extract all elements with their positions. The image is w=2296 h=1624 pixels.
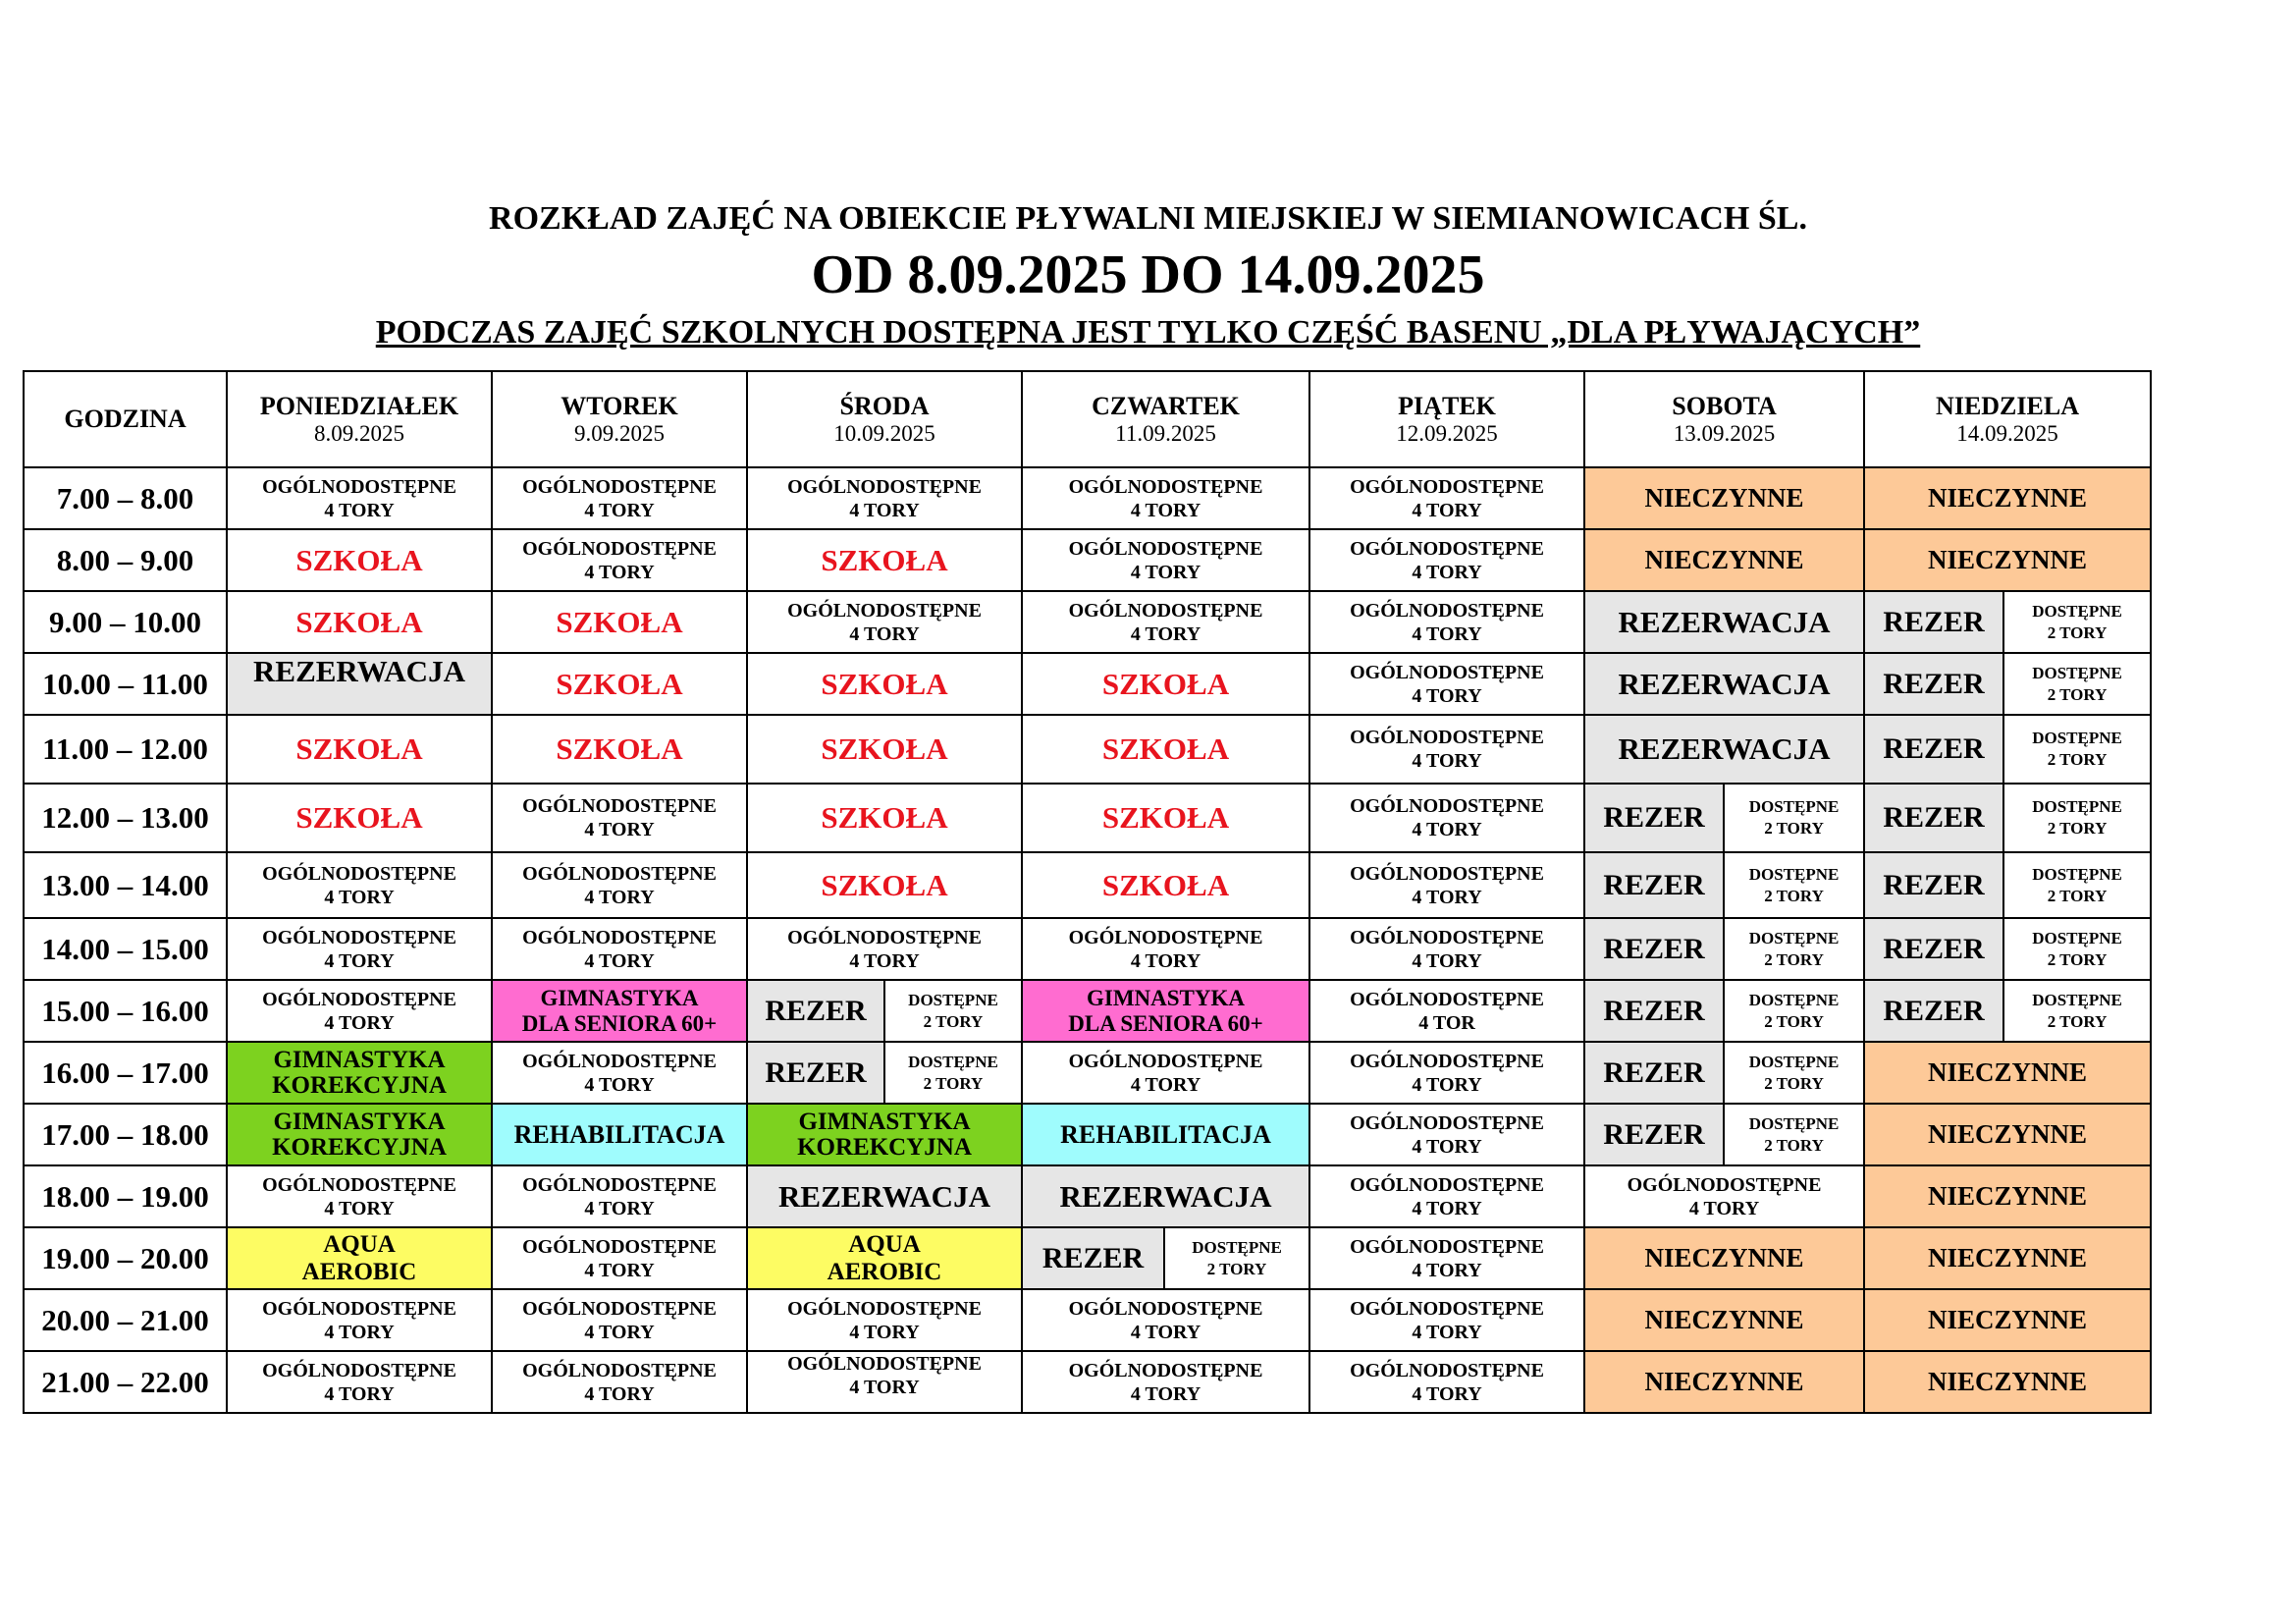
slot-cell: OGÓLNODOSTĘPNE 4 TORY <box>492 467 747 529</box>
time-cell: 8.00 – 9.00 <box>24 529 227 591</box>
slot-cell: SZKOŁA <box>1022 784 1309 852</box>
time-cell: 10.00 – 11.00 <box>24 653 227 715</box>
slot-cell: DOSTĘPNE 2 TORY <box>2003 852 2151 918</box>
day-date: 14.09.2025 <box>1956 421 2058 446</box>
slot-cell: REZER <box>1022 1227 1164 1289</box>
slot-cell: OGÓLNODOSTĘPNE 4 TORY <box>747 918 1022 980</box>
header-day <box>1864 371 2151 467</box>
table-row <box>24 918 2151 980</box>
slot-cell: REZER <box>1584 918 1724 980</box>
day-date: 10.09.2025 <box>833 421 935 446</box>
slot-cell: OGÓLNODOSTĘPNE 4 TORY <box>1022 1289 1309 1351</box>
slot-cell: OGÓLNODOSTĘPNE 4 TORY <box>227 980 492 1042</box>
slot-cell: AQUA AEROBIC <box>747 1227 1022 1289</box>
day-name: CZWARTEK <box>1092 392 1240 420</box>
slot-cell: SZKOŁA <box>227 529 492 591</box>
header-day <box>1584 371 1864 467</box>
slot-cell: SZKOŁA <box>1022 852 1309 918</box>
slot-cell: SZKOŁA <box>492 653 747 715</box>
slot-cell: DOSTĘPNE 2 TORY <box>1724 918 1864 980</box>
slot-cell: OGÓLNODOSTĘPNE 4 TORY <box>492 1042 747 1104</box>
header-day <box>1309 371 1584 467</box>
day-name: ŚRODA <box>839 392 930 420</box>
slot-cell: OGÓLNODOSTĘPNE 4 TORY <box>227 918 492 980</box>
slot-cell: OGÓLNODOSTĘPNE 4 TORY <box>747 467 1022 529</box>
slot-cell: DOSTĘPNE 2 TORY <box>884 1042 1022 1104</box>
header-day <box>227 371 492 467</box>
schedule-table <box>23 370 2152 1414</box>
slot-cell: SZKOŁA <box>492 715 747 784</box>
slot-cell: DOSTĘPNE 2 TORY <box>1724 1042 1864 1104</box>
slot-cell: REHABILITACJA <box>1022 1104 1309 1165</box>
time-cell: 16.00 – 17.00 <box>24 1042 227 1104</box>
time-cell: 17.00 – 18.00 <box>24 1104 227 1165</box>
slot-cell: OGÓLNODOSTĘPNE 4 TORY <box>747 1289 1022 1351</box>
header-hour-label: GODZINA <box>64 405 187 433</box>
slot-cell: DOSTĘPNE 2 TORY <box>884 980 1022 1042</box>
slot-cell: REZER <box>1864 784 2003 852</box>
header-day <box>1022 371 1309 467</box>
slot-cell: GIMNASTYKA KOREKCYJNA <box>227 1104 492 1165</box>
slot-cell: NIECZYNNE <box>1864 467 2151 529</box>
slot-cell: DOSTĘPNE 2 TORY <box>2003 715 2151 784</box>
slot-cell: SZKOŁA <box>747 852 1022 918</box>
slot-cell: OGÓLNODOSTĘPNE 4 TORY <box>227 852 492 918</box>
time-cell: 15.00 – 16.00 <box>24 980 227 1042</box>
slot-cell: OGÓLNODOSTĘPNE 4 TORY <box>1022 1042 1309 1104</box>
day-date: 8.09.2025 <box>314 421 404 446</box>
slot-cell: REZERWACJA <box>227 653 492 715</box>
title-line-1: ROZKŁAD ZAJĘĆ NA OBIEKCIE PŁYWALNI MIEJSKIEJ W SIEMIANOWICACH ŚL. <box>489 200 1807 237</box>
time-cell: 13.00 – 14.00 <box>24 852 227 918</box>
slot-cell: OGÓLNODOSTĘPNE 4 TORY <box>1309 1227 1584 1289</box>
time-cell: 19.00 – 20.00 <box>24 1227 227 1289</box>
slot-cell: GIMNASTYKA DLA SENIORA 60+ <box>492 980 747 1042</box>
slot-cell: OGÓLNODOSTĘPNE 4 TORY <box>492 529 747 591</box>
slot-cell: OGÓLNODOSTĘPNE 4 TOR <box>1309 980 1584 1042</box>
header-hour <box>24 371 227 467</box>
slot-cell: OGÓLNODOSTĘPNE 4 TORY <box>1309 1351 1584 1413</box>
slot-cell: OGÓLNODOSTĘPNE 4 TORY <box>492 852 747 918</box>
slot-cell: OGÓLNODOSTĘPNE 4 TORY <box>1309 852 1584 918</box>
slot-cell: OGÓLNODOSTĘPNE 4 TORY <box>1309 1165 1584 1227</box>
slot-cell: DOSTĘPNE 2 TORY <box>1724 852 1864 918</box>
slot-cell: OGÓLNODOSTĘPNE 4 TORY <box>1309 1289 1584 1351</box>
slot-cell: GIMNASTYKA KOREKCYJNA <box>227 1042 492 1104</box>
slot-cell: NIECZYNNE <box>1864 1042 2151 1104</box>
slot-cell: REZER <box>1864 980 2003 1042</box>
slot-cell: DOSTĘPNE 2 TORY <box>2003 918 2151 980</box>
slot-cell: NIECZYNNE <box>1864 1165 2151 1227</box>
slot-cell: NIECZYNNE <box>1864 1351 2151 1413</box>
day-name: SOBOTA <box>1672 392 1777 420</box>
slot-cell: OGÓLNODOSTĘPNE 4 TORY <box>1022 467 1309 529</box>
slot-cell: REZER <box>1864 591 2003 653</box>
title-note: PODCZAS ZAJĘĆ SZKOLNYCH DOSTĘPNA JEST TYLKO CZĘŚĆ BASENU „DLA PŁYWAJĄCYCH” <box>375 314 1921 351</box>
slot-cell: OGÓLNODOSTĘPNE 4 TORY <box>1309 467 1584 529</box>
day-date: 13.09.2025 <box>1673 421 1776 446</box>
slot-cell: OGÓLNODOSTĘPNE 4 TORY <box>1309 918 1584 980</box>
slot-cell: OGÓLNODOSTĘPNE 4 TORY <box>1309 715 1584 784</box>
slot-cell: NIECZYNNE <box>1864 1227 2151 1289</box>
slot-cell: REZER <box>1864 715 2003 784</box>
slot-cell: OGÓLNODOSTĘPNE 4 TORY <box>492 784 747 852</box>
day-name: PONIEDZIAŁEK <box>259 392 459 420</box>
header-day <box>492 371 747 467</box>
slot-cell: DOSTĘPNE 2 TORY <box>2003 784 2151 852</box>
slot-cell: NIECZYNNE <box>1584 467 1864 529</box>
table-row <box>24 653 2151 715</box>
slot-cell: NIECZYNNE <box>1584 529 1864 591</box>
table-row <box>24 1042 2151 1104</box>
slot-cell: REZER <box>747 1042 884 1104</box>
slot-cell: OGÓLNODOSTĘPNE 4 TORY <box>492 1165 747 1227</box>
time-cell: 14.00 – 15.00 <box>24 918 227 980</box>
slot-cell: REZER <box>1584 980 1724 1042</box>
header-row <box>24 371 2151 467</box>
table-row <box>24 1104 2151 1165</box>
time-cell: 9.00 – 10.00 <box>24 591 227 653</box>
slot-cell: REZER <box>1584 852 1724 918</box>
slot-cell: OGÓLNODOSTĘPNE 4 TORY <box>1309 653 1584 715</box>
slot-cell: OGÓLNODOSTĘPNE 4 TORY <box>227 467 492 529</box>
slot-cell: DOSTĘPNE 2 TORY <box>1724 980 1864 1042</box>
slot-cell: OGÓLNODOSTĘPNE 4 TORY <box>1309 529 1584 591</box>
slot-cell: REZERWACJA <box>1584 591 1864 653</box>
table-row <box>24 1289 2151 1351</box>
slot-cell: DOSTĘPNE 2 TORY <box>2003 980 2151 1042</box>
slot-cell: OGÓLNODOSTĘPNE 4 TORY <box>1309 784 1584 852</box>
slot-cell: REZER <box>1864 852 2003 918</box>
slot-cell: OGÓLNODOSTĘPNE 4 TORY <box>1022 591 1309 653</box>
slot-cell: NIECZYNNE <box>1584 1289 1864 1351</box>
slot-cell: OGÓLNODOSTĘPNE 4 TORY <box>492 1351 747 1413</box>
slot-cell: SZKOŁA <box>1022 715 1309 784</box>
table-row <box>24 467 2151 529</box>
slot-cell: SZKOŁA <box>747 715 1022 784</box>
slot-cell: OGÓLNODOSTĘPNE 4 TORY <box>1584 1165 1864 1227</box>
time-cell: 21.00 – 22.00 <box>24 1351 227 1413</box>
slot-cell: REZER <box>1584 784 1724 852</box>
slot-cell: OGÓLNODOSTĘPNE 4 TORY <box>747 591 1022 653</box>
slot-cell: SZKOŁA <box>227 591 492 653</box>
slot-cell: NIECZYNNE <box>1864 529 2151 591</box>
slot-cell: DOSTĘPNE 2 TORY <box>2003 653 2151 715</box>
slot-cell: REZER <box>1864 653 2003 715</box>
slot-cell: OGÓLNODOSTĘPNE 4 TORY <box>1022 918 1309 980</box>
time-cell: 11.00 – 12.00 <box>24 715 227 784</box>
slot-cell: REZERWACJA <box>1584 653 1864 715</box>
slot-cell: REZER <box>1584 1042 1724 1104</box>
slot-cell: REZERWACJA <box>747 1165 1022 1227</box>
title-date-range: OD 8.09.2025 DO 14.09.2025 <box>811 244 1485 305</box>
slot-cell: SZKOŁA <box>227 784 492 852</box>
slot-cell: AQUA AEROBIC <box>227 1227 492 1289</box>
time-cell: 12.00 – 13.00 <box>24 784 227 852</box>
slot-cell: OGÓLNODOSTĘPNE 4 TORY <box>227 1289 492 1351</box>
slot-cell: OGÓLNODOSTĘPNE 4 TORY <box>1309 1104 1584 1165</box>
slot-cell: SZKOŁA <box>747 529 1022 591</box>
time-cell: 18.00 – 19.00 <box>24 1165 227 1227</box>
slot-cell: OGÓLNODOSTĘPNE 4 TORY <box>492 918 747 980</box>
slot-cell: REZER <box>1864 918 2003 980</box>
slot-cell: DOSTĘPNE 2 TORY <box>2003 591 2151 653</box>
slot-cell: OGÓLNODOSTĘPNE 4 TORY <box>1309 591 1584 653</box>
slot-cell: REHABILITACJA <box>492 1104 747 1165</box>
slot-cell: OGÓLNODOSTĘPNE 4 TORY <box>747 1351 1022 1413</box>
slot-cell: DOSTĘPNE 2 TORY <box>1164 1227 1309 1289</box>
slot-cell: DOSTĘPNE 2 TORY <box>1724 1104 1864 1165</box>
slot-cell: GIMNASTYKA DLA SENIORA 60+ <box>1022 980 1309 1042</box>
slot-cell: SZKOŁA <box>1022 653 1309 715</box>
slot-cell: SZKOŁA <box>227 715 492 784</box>
slot-cell: REZER <box>1584 1104 1724 1165</box>
slot-cell: OGÓLNODOSTĘPNE 4 TORY <box>227 1165 492 1227</box>
slot-cell: SZKOŁA <box>747 653 1022 715</box>
table-row <box>24 715 2151 784</box>
slot-cell: OGÓLNODOSTĘPNE 4 TORY <box>492 1227 747 1289</box>
table-row <box>24 784 2151 852</box>
table-row <box>24 980 2151 1042</box>
slot-cell: OGÓLNODOSTĘPNE 4 TORY <box>227 1351 492 1413</box>
slot-cell: OGÓLNODOSTĘPNE 4 TORY <box>1022 1351 1309 1413</box>
day-date: 11.09.2025 <box>1115 421 1216 446</box>
slot-cell: OGÓLNODOSTĘPNE 4 TORY <box>492 1289 747 1351</box>
slot-cell: DOSTĘPNE 2 TORY <box>1724 784 1864 852</box>
slot-cell: GIMNASTYKA KOREKCYJNA <box>747 1104 1022 1165</box>
slot-cell: SZKOŁA <box>747 784 1022 852</box>
slot-cell: NIECZYNNE <box>1584 1227 1864 1289</box>
slot-cell: REZERWACJA <box>1022 1165 1309 1227</box>
table-row <box>24 1351 2151 1413</box>
table-row <box>24 591 2151 653</box>
day-name: PIĄTEK <box>1398 392 1496 420</box>
header-day <box>747 371 1022 467</box>
day-date: 12.09.2025 <box>1396 421 1498 446</box>
slot-cell: NIECZYNNE <box>1864 1104 2151 1165</box>
table-row <box>24 852 2151 918</box>
slot-cell: REZER <box>747 980 884 1042</box>
slot-cell: SZKOŁA <box>492 591 747 653</box>
day-name: NIEDZIELA <box>1936 392 2079 420</box>
table-row <box>24 1165 2151 1227</box>
slot-cell: NIECZYNNE <box>1584 1351 1864 1413</box>
slot-cell: OGÓLNODOSTĘPNE 4 TORY <box>1309 1042 1584 1104</box>
table-row <box>24 1227 2151 1289</box>
day-date: 9.09.2025 <box>574 421 665 446</box>
time-cell: 7.00 – 8.00 <box>24 467 227 529</box>
day-name: WTOREK <box>561 392 678 420</box>
time-cell: 20.00 – 21.00 <box>24 1289 227 1351</box>
slot-cell: NIECZYNNE <box>1864 1289 2151 1351</box>
slot-cell: REZERWACJA <box>1584 715 1864 784</box>
slot-cell: OGÓLNODOSTĘPNE 4 TORY <box>1022 529 1309 591</box>
table-row <box>24 529 2151 591</box>
